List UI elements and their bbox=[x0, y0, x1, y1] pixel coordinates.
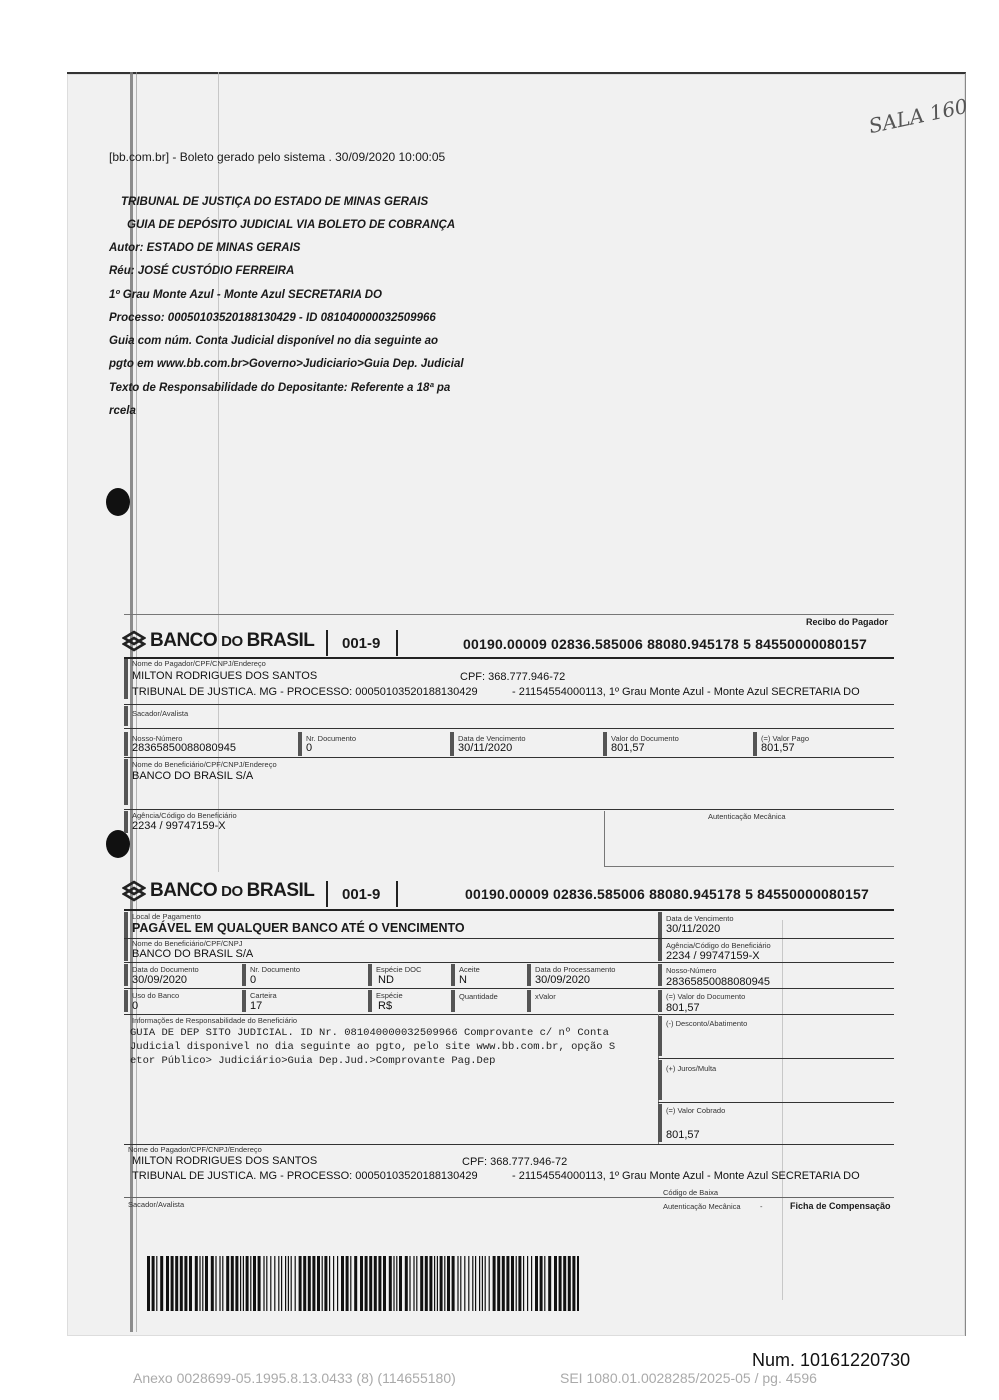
barcode-bar bbox=[166, 1256, 169, 1311]
barcode-bar bbox=[156, 1256, 157, 1311]
barcode-bar bbox=[416, 1256, 417, 1311]
fold-line bbox=[782, 920, 783, 1300]
valor-documento: 801,57 bbox=[666, 1002, 700, 1014]
fold-line bbox=[130, 72, 133, 1332]
barcode-bar bbox=[572, 1256, 575, 1311]
barcode-bar bbox=[482, 1256, 483, 1311]
barcode-bar bbox=[171, 1256, 174, 1311]
barcode-bar bbox=[429, 1256, 432, 1311]
agencia-codigo: 2234 / 99747159-X bbox=[132, 820, 226, 832]
guide-line: TRIBUNAL DE JUSTIÇA DO ESTADO DE MINAS GERAIS bbox=[121, 196, 429, 208]
barcode-bar bbox=[205, 1256, 208, 1311]
annex-reference: Anexo 0028699-05.1995.8.13.0433 (8) (114655180) bbox=[133, 1370, 456, 1386]
barcode-bar bbox=[152, 1256, 155, 1311]
barcode-bar bbox=[452, 1256, 455, 1311]
barcode-bar bbox=[341, 1256, 344, 1311]
instruction-line: etor Público> Judiciário>Guia Dep.Jud.>Comprovante Pag.Dep bbox=[130, 1055, 496, 1067]
barcode-bar bbox=[518, 1256, 521, 1311]
barcode-bar bbox=[219, 1256, 220, 1311]
beneficiario: BANCO DO BRASIL S/A bbox=[132, 770, 254, 782]
barcode-bar bbox=[472, 1256, 473, 1311]
fold-line bbox=[136, 72, 137, 1332]
data-vencimento: 30/11/2020 bbox=[666, 923, 721, 935]
barcode-bar bbox=[285, 1256, 286, 1311]
field-label: Nome do Beneficiário/CPF/CNPJ/Endereço bbox=[132, 760, 277, 769]
payer-address: - 21154554000113, 1º Grau Monte Azul - Monte Azul SECRETARIA DO bbox=[512, 686, 860, 698]
field-label: Agência/Código do Beneficiário bbox=[666, 941, 771, 950]
field-label: Agência/Código do Beneficiário bbox=[132, 811, 237, 820]
barcode-bar bbox=[389, 1256, 392, 1311]
barcode-bar bbox=[409, 1256, 410, 1311]
ficha-title: Ficha de Compensação bbox=[790, 1201, 891, 1211]
barcode-bar bbox=[425, 1256, 428, 1311]
aceite: N bbox=[459, 974, 467, 986]
field-label: Sacador/Avalista bbox=[132, 709, 189, 718]
nosso-numero: 28365850088080945 bbox=[666, 976, 771, 988]
field-label: (+) Juros/Multa bbox=[666, 1064, 717, 1073]
field-label: Uso do Banco bbox=[132, 991, 180, 1000]
barcode-bar bbox=[563, 1256, 566, 1311]
barcode-bar bbox=[211, 1256, 214, 1311]
field-label: xValor bbox=[535, 992, 556, 1001]
barcode bbox=[147, 1256, 579, 1311]
field-label: Local de Pagamento bbox=[132, 912, 201, 921]
punch-hole bbox=[106, 830, 130, 858]
guide-line: Processo: 00050103520188130429 - ID 081040000032509966 bbox=[109, 312, 436, 324]
bb-logo-icon bbox=[122, 630, 146, 652]
barcode-bar bbox=[226, 1256, 229, 1311]
barcode-bar bbox=[457, 1256, 458, 1311]
beneficiario: BANCO DO BRASIL S/A bbox=[132, 948, 254, 960]
barcode-bar bbox=[440, 1256, 443, 1311]
barcode-bar bbox=[577, 1256, 579, 1311]
bb-logo-icon bbox=[122, 880, 146, 902]
field-label: Quantidade bbox=[459, 992, 498, 1001]
guide-line: rcela bbox=[109, 405, 136, 417]
barcode-bar bbox=[405, 1256, 408, 1311]
data-documento: 30/09/2020 bbox=[132, 974, 188, 986]
barcode-bar bbox=[346, 1256, 349, 1311]
field-label: Nosso-Número bbox=[132, 734, 183, 743]
barcode-bar bbox=[258, 1256, 261, 1311]
bank-name-part: BANCO bbox=[150, 880, 218, 901]
guide-line: Réu: JOSÉ CUSTÓDIO FERREIRA bbox=[109, 265, 295, 277]
barcode-bar bbox=[369, 1256, 372, 1311]
bank-logo bbox=[122, 630, 314, 652]
barcode-bar bbox=[354, 1256, 357, 1311]
barcode-bar bbox=[329, 1256, 330, 1311]
bank-logo bbox=[122, 880, 314, 902]
especie: R$ bbox=[378, 1000, 393, 1012]
field-label: Nr. Documento bbox=[250, 965, 301, 974]
agencia-codigo: 2234 / 99747159-X bbox=[666, 950, 760, 962]
field-label: Nome do Beneficiário/CPF/CNPJ bbox=[132, 939, 243, 948]
handwritten-note: SALA 160 bbox=[866, 93, 970, 139]
carteira: 17 bbox=[250, 1000, 263, 1012]
barcode-bar bbox=[437, 1256, 438, 1311]
barcode-bar bbox=[281, 1256, 282, 1311]
barcode-bar bbox=[299, 1256, 302, 1311]
barcode-bar bbox=[243, 1256, 244, 1311]
barcode-bar bbox=[502, 1256, 505, 1311]
uso-banco: 0 bbox=[132, 1000, 139, 1012]
barcode-bar bbox=[413, 1256, 414, 1311]
field-label: Data de Vencimento bbox=[458, 734, 526, 743]
barcode-bar bbox=[337, 1256, 338, 1311]
barcode-bar bbox=[485, 1256, 486, 1311]
instruction-line: Judicial disponivel no dia seguinte ao pgto, pelo site www.bb.com.br, opção S bbox=[130, 1041, 616, 1053]
barcode-bar bbox=[295, 1256, 296, 1311]
barcode-bar bbox=[291, 1256, 292, 1311]
field-label: Nosso-Número bbox=[666, 966, 717, 975]
barcode-bar bbox=[444, 1256, 445, 1311]
barcode-bar bbox=[511, 1256, 514, 1311]
barcode-bar bbox=[540, 1256, 543, 1311]
field-label: (=) Valor Pago bbox=[761, 734, 810, 743]
barcode-bar bbox=[147, 1256, 150, 1311]
barcode-bar bbox=[506, 1256, 509, 1311]
payer-cpf: CPF: 368.777.946-72 bbox=[462, 1156, 568, 1168]
barcode-bar bbox=[516, 1256, 517, 1311]
guide-line: pgto em www.bb.com.br>Governo>Judiciario>Guia Dep. Judicial bbox=[109, 358, 464, 370]
local-pagamento: PAGÁVEL EM QUALQUER BANCO ATÉ O VENCIMENTO bbox=[132, 921, 465, 935]
field-label: Nome do Pagador/CPF/CNPJ/Endereço bbox=[128, 1145, 262, 1154]
bank-name-part: DO bbox=[221, 632, 243, 650]
field-label: Código de Baixa bbox=[663, 1188, 719, 1197]
barcode-bar bbox=[393, 1256, 394, 1311]
data-vencimento: 30/11/2020 bbox=[458, 742, 513, 754]
barcode-bar bbox=[160, 1256, 163, 1311]
valor-pago: 801,57 bbox=[761, 742, 795, 754]
barcode-bar bbox=[523, 1256, 524, 1311]
barcode-bar bbox=[199, 1256, 200, 1311]
barcode-bar bbox=[350, 1256, 351, 1311]
payer-name: MILTON RODRIGUES DOS SANTOS bbox=[132, 1155, 318, 1167]
field-label: Espécie bbox=[376, 991, 403, 1000]
guide-line: Autor: ESTADO DE MINAS GERAIS bbox=[109, 242, 301, 254]
barcode-bar bbox=[383, 1256, 386, 1311]
nr-documento: 0 bbox=[250, 974, 257, 986]
barcode-bar bbox=[527, 1256, 528, 1311]
field-label: Autenticação Mecânica bbox=[708, 812, 786, 821]
source-line: [bb.com.br] - Boleto gerado pelo sistema . 30/09/2020 10:00:05 bbox=[109, 150, 446, 164]
barcode-bar bbox=[246, 1256, 249, 1311]
barcode-bar bbox=[535, 1256, 538, 1311]
barcode-bar bbox=[312, 1256, 315, 1311]
barcode-bar bbox=[322, 1256, 323, 1311]
field-label: Carteira bbox=[250, 991, 277, 1000]
barcode-bar bbox=[544, 1256, 545, 1311]
barcode-bar bbox=[180, 1256, 183, 1311]
barcode-bar bbox=[460, 1256, 461, 1311]
field-label: Autenticação Mecânica bbox=[663, 1202, 741, 1211]
barcode-bar bbox=[434, 1256, 435, 1311]
field-label: Data do Documento bbox=[132, 965, 199, 974]
barcode-bar bbox=[497, 1256, 500, 1311]
field-label: Nr. Documento bbox=[306, 734, 357, 743]
guide-line: Guia com núm. Conta Judicial disponível no dia seguinte ao bbox=[109, 335, 439, 347]
barcode-bar bbox=[396, 1256, 397, 1311]
barcode-bar bbox=[365, 1256, 368, 1311]
bank-name-part: BRASIL bbox=[246, 880, 315, 901]
barcode-bar bbox=[288, 1256, 289, 1311]
barcode-bar bbox=[531, 1256, 532, 1311]
bank-name-part: DO bbox=[221, 882, 243, 900]
sei-reference: SEI 1080.01.0028285/2025-05 / pg. 4596 bbox=[560, 1370, 817, 1386]
barcode-bar bbox=[559, 1256, 562, 1311]
barcode-bar bbox=[274, 1256, 275, 1311]
payer-name: MILTON RODRIGUES DOS SANTOS bbox=[132, 670, 318, 682]
guide-line: 1º Grau Monte Azul - Monte Azul SECRETARIA DO bbox=[109, 289, 382, 301]
payer-cpf: CPF: 368.777.946-72 bbox=[460, 671, 566, 683]
bank-name-part: BANCO bbox=[150, 630, 218, 651]
valor-documento: 801,57 bbox=[611, 742, 645, 754]
digitable-line: 00190.00009 02836.585006 88080.945178 5 84550000080157 bbox=[463, 636, 867, 652]
barcode-bar bbox=[184, 1256, 187, 1311]
barcode-bar bbox=[195, 1256, 198, 1311]
barcode-bar bbox=[270, 1256, 271, 1311]
especie-doc: ND bbox=[378, 974, 394, 986]
barcode-bar bbox=[308, 1256, 311, 1311]
nr-documento: 0 bbox=[306, 742, 313, 754]
barcode-bar bbox=[253, 1256, 256, 1311]
barcode-bar bbox=[464, 1256, 465, 1311]
field-label: Nome do Pagador/CPF/CNPJ/Endereço bbox=[132, 659, 266, 668]
barcode-bar bbox=[568, 1256, 571, 1311]
document-number: Num. 10161220730 bbox=[752, 1350, 911, 1370]
guide-line: GUIA DE DEPÓSITO JUDICIAL VIA BOLETO DE COBRANÇA bbox=[127, 219, 456, 231]
barcode-bar bbox=[189, 1256, 192, 1311]
barcode-bar bbox=[475, 1256, 476, 1311]
barcode-bar bbox=[202, 1256, 203, 1311]
punch-hole bbox=[106, 488, 130, 516]
payer-address: - 21154554000113, 1º Grau Monte Azul - Monte Azul SECRETARIA DO bbox=[512, 1170, 860, 1182]
barcode-bar bbox=[240, 1256, 241, 1311]
barcode-bar bbox=[333, 1256, 334, 1311]
barcode-bar bbox=[468, 1256, 469, 1311]
barcode-bar bbox=[266, 1256, 267, 1311]
barcode-bar bbox=[479, 1256, 480, 1311]
barcode-bar bbox=[324, 1256, 327, 1311]
receipt-title: Recibo do Pagador bbox=[806, 617, 889, 627]
separator-dash: - bbox=[760, 1202, 763, 1211]
nosso-numero: 28365850088080945 bbox=[132, 742, 237, 754]
barcode-bar bbox=[263, 1256, 264, 1311]
payer-address: TRIBUNAL DE JUSTICA. MG - PROCESSO: 00050103520188130429 bbox=[132, 686, 478, 698]
field-label: (-) Desconto/Abatimento bbox=[666, 1019, 748, 1028]
bank-code: 001-9 bbox=[342, 886, 381, 903]
payer-address: TRIBUNAL DE JUSTICA. MG - PROCESSO: 00050103520188130429 bbox=[132, 1170, 478, 1182]
barcode-bar bbox=[374, 1256, 377, 1311]
field-label: Informações de Responsabilidade do Beneficiário bbox=[132, 1016, 298, 1025]
barcode-bar bbox=[489, 1256, 490, 1311]
digitable-line: 00190.00009 02836.585006 88080.945178 5 84550000080157 bbox=[465, 886, 869, 902]
barcode-bar bbox=[554, 1256, 557, 1311]
barcode-bar bbox=[420, 1256, 423, 1311]
barcode-bar bbox=[548, 1256, 551, 1311]
barcode-bar bbox=[360, 1256, 363, 1311]
field-label: Sacador/Avalista bbox=[128, 1200, 185, 1209]
barcode-bar bbox=[303, 1256, 306, 1311]
field-label: Aceite bbox=[459, 965, 480, 974]
valor-cobrado: 801,57 bbox=[666, 1129, 700, 1141]
field-label: Espécie DOC bbox=[376, 965, 422, 974]
barcode-bar bbox=[278, 1256, 279, 1311]
barcode-bar bbox=[175, 1256, 178, 1311]
barcode-bar bbox=[447, 1256, 450, 1311]
field-label: Data do Processamento bbox=[535, 965, 616, 974]
barcode-bar bbox=[222, 1256, 223, 1311]
bank-name-part: BRASIL bbox=[246, 630, 315, 651]
data-processamento: 30/09/2020 bbox=[535, 974, 591, 986]
instruction-line: GUIA DE DEP SITO JUDICIAL. ID Nr. 081040000032509966 Comprovante c/ nº Conta bbox=[130, 1027, 609, 1039]
barcode-bar bbox=[235, 1256, 238, 1311]
barcode-bar bbox=[378, 1256, 381, 1311]
field-label: Valor do Documento bbox=[611, 734, 679, 743]
barcode-bar bbox=[231, 1256, 234, 1311]
barcode-bar bbox=[250, 1256, 251, 1311]
barcode-bar bbox=[399, 1256, 402, 1311]
guide-line: Texto de Responsabilidade do Depositante: Referente a 18ª pa bbox=[109, 382, 451, 394]
field-label: Data de Vencimento bbox=[666, 914, 734, 923]
barcode-bar bbox=[215, 1256, 216, 1311]
barcode-bar bbox=[317, 1256, 320, 1311]
field-label: (=) Valor Cobrado bbox=[666, 1106, 726, 1115]
field-label: (=) Valor do Documento bbox=[666, 992, 746, 1001]
barcode-bar bbox=[493, 1256, 496, 1311]
bank-code: 001-9 bbox=[342, 635, 381, 652]
